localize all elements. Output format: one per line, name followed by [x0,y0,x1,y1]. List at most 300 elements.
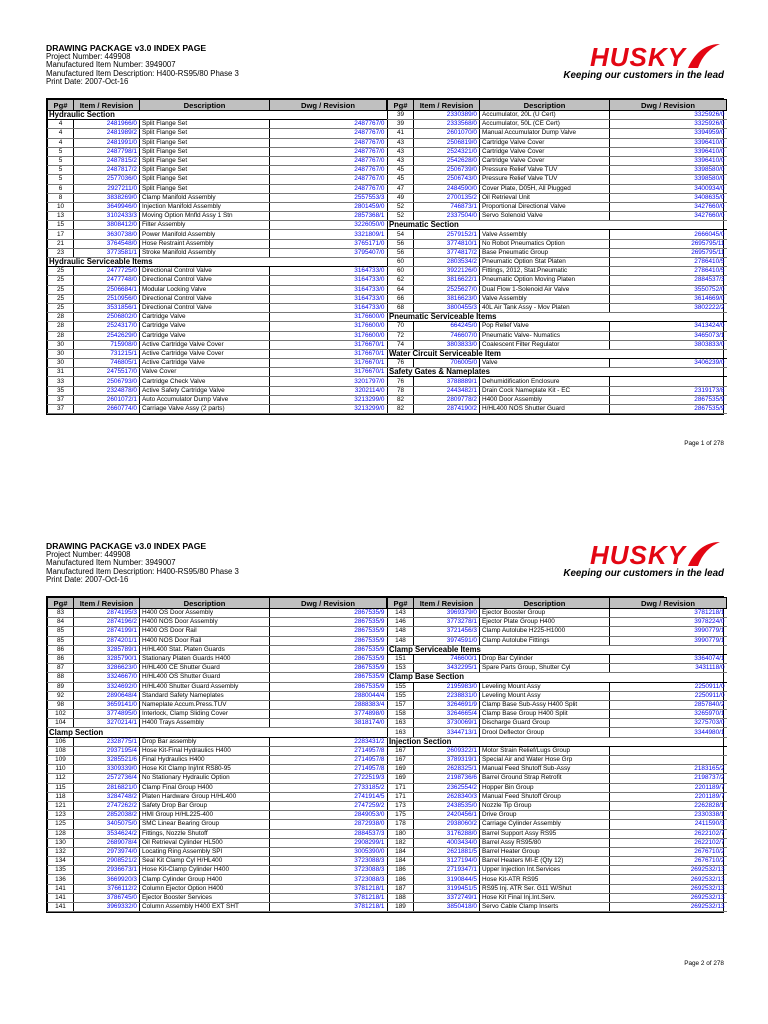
table-row [388,120,727,129]
drawing-revision-link[interactable]: 3325926/0 [610,111,727,120]
item-revision-link[interactable]: 2328775/1 [74,737,140,746]
drawing-revision-link[interactable]: 3465073/1 [610,331,727,340]
drawing-revision-link[interactable]: 2319173/8 [610,386,727,395]
drawing-revision-link[interactable]: 3201797/0 [270,377,387,386]
item-revision-link[interactable]: 2330389/0 [414,111,480,120]
description-cell: Stationary Platen Guards H400 [140,654,270,663]
item-revision-link[interactable]: 2324878/0 [74,386,140,395]
item-revision-link[interactable]: 3800455/3 [414,303,480,312]
item-revision-link[interactable]: 2477748/0 [74,276,140,285]
item-revision-link[interactable]: 3264691/9 [414,700,480,709]
drawing-revision-link[interactable]: 3321809/1 [270,230,387,239]
item-revision-link[interactable]: 2936673/1 [74,866,140,875]
drawing-revision-link[interactable]: 3176600/0 [270,322,387,331]
drawing-revision-link[interactable]: 2692532/13 [610,903,727,912]
drawing-revision-link[interactable]: 3803833/0 [610,340,727,349]
item-revision-link[interactable]: 2874190/2 [414,405,480,414]
item-revision-link[interactable]: 2487817/2 [74,166,140,175]
logo-tagline: Keeping our customers in the lead [563,568,724,579]
item-revision-link[interactable]: 2890648/4 [74,691,140,700]
drawing-revision-link[interactable]: 3396410/0 [610,138,727,147]
drawing-revision-link[interactable]: 3226050/0 [270,221,387,230]
drawing-revision-link[interactable]: 3164733/0 [270,303,387,312]
drawing-revision-link[interactable]: 2867535/9 [270,636,387,645]
item-revision-link[interactable]: 3127194/0 [414,857,480,866]
table-row [388,202,727,211]
item-revision-link[interactable]: 2874201/1 [74,636,140,645]
description-cell: H/HL400 CE Shutter Guard [140,664,270,673]
item-revision-link[interactable]: 3432295/1 [414,664,480,673]
item-revision-link[interactable]: 2198736/6 [414,774,480,783]
item-revision-link[interactable]: 3788889/1 [414,377,480,386]
drawing-revision-link[interactable]: 2867535/9 [270,627,387,636]
item-revision-link[interactable]: 3816623/0 [414,294,480,303]
table-row [388,875,727,884]
drawing-revision-link[interactable]: 2487767/0 [270,175,387,184]
drawing-revision-link[interactable]: 2487767/0 [270,147,387,156]
item-revision-link[interactable]: 3766112/2 [74,884,140,893]
item-revision-link[interactable]: 2337504/0 [414,212,480,221]
drawing-revision-link[interactable]: 2201189/7 [610,783,727,792]
item-revision-link[interactable]: 2481966/0 [74,120,140,129]
drawing-revision-link[interactable]: 2676710/2 [610,857,727,866]
item-revision-link[interactable]: 3808412/0 [74,221,140,230]
item-revision-link[interactable]: 4003434/0 [414,838,480,847]
item-revision-link[interactable]: 2542629/0 [74,331,140,340]
item-revision-link[interactable]: 3264665/4 [414,710,480,719]
drawing-revision-link[interactable]: 3005390/0 [270,847,387,856]
item-revision-link[interactable]: 3969332/0 [74,903,140,912]
item-revision-link[interactable]: 706005/0 [414,359,480,368]
item-revision-link[interactable]: 2719347/1 [414,866,480,875]
drawing-revision-link[interactable]: 3723088/3 [270,875,387,884]
description-cell: Split Flange Set [140,138,270,147]
drawing-revision-link[interactable]: 2867535/9 [270,673,387,682]
description-cell: Valve Cover [140,368,270,377]
drawing-revision-link[interactable]: 2849053/0 [270,811,387,820]
description-cell: H400 Door Assembly [480,395,610,404]
drawing-revision-link[interactable]: 3164733/0 [270,276,387,285]
item-revision-link[interactable]: 2908521/2 [74,857,140,866]
item-revision-link[interactable]: 2524321/0 [414,147,480,156]
drawing-revision-link[interactable]: 2747259/2 [270,801,387,810]
drawing-revision-link[interactable]: 2857840/2 [610,700,727,709]
drawing-revision-link[interactable]: 2622102/7 [610,829,727,838]
item-revision-link[interactable]: 2601072/1 [74,395,140,404]
drawing-revision-link[interactable]: 3176600/0 [270,331,387,340]
drawing-revision-link[interactable]: 3990779/1 [610,627,727,636]
drawing-revision-link[interactable]: 2692532/13 [610,875,727,884]
drawing-revision-link[interactable]: 3176600/0 [270,313,387,322]
description-cell: Clamp Manifold Assembly [140,193,270,202]
drawing-revision-link[interactable]: 3164733/0 [270,285,387,294]
drawing-revision-link[interactable]: 2867535/9 [610,395,727,404]
drawing-revision-link[interactable]: 2884537/3 [270,829,387,838]
drawing-revision-link[interactable]: 3427660/0 [610,202,727,211]
drawing-revision-link[interactable]: 2880044/4 [270,691,387,700]
drawing-revision-link[interactable]: 3408635/0 [610,193,727,202]
item-revision-link[interactable]: 2621881/5 [414,847,480,856]
description-cell: Cartridge Check Valve [140,377,270,386]
drawing-revision-link[interactable]: 3765171/0 [270,239,387,248]
item-revision-link[interactable]: 2238831/0 [414,691,480,700]
drawing-revision-link[interactable]: 3394959/0 [610,129,727,138]
item-header: Item / Revision [414,100,480,111]
drawing-revision-link[interactable]: 2250911/0 [610,682,727,691]
drawing-revision-link[interactable]: 3781218/1 [270,903,387,912]
item-revision-link[interactable]: 2803534/2 [414,258,480,267]
drawing-revision-link[interactable] [610,746,727,755]
table-row [48,349,387,358]
item-revision-link[interactable]: 746607/0 [414,331,480,340]
item-revision-link[interactable]: 3285789/1 [74,645,140,654]
table-row [48,627,387,636]
page-number-cell: 30 [48,359,74,368]
table-row [48,893,387,902]
item-revision-link[interactable]: 3850418/0 [414,903,480,912]
item-revision-link[interactable]: 3974591/0 [414,636,480,645]
item-revision-link[interactable]: 2506739/0 [414,166,480,175]
item-revision-link[interactable]: 2506793/0 [74,377,140,386]
drawing-revision-link[interactable]: 2867535/9 [270,682,387,691]
drawing-revision-link[interactable]: 2722519/3 [270,774,387,783]
item-revision-link[interactable]: 3789319/1 [414,756,480,765]
item-revision-link[interactable]: 2506743/0 [414,175,480,184]
table-row [388,783,727,792]
drawing-revision-link[interactable]: 3406239/0 [610,359,727,368]
drawing-revision-link[interactable]: 3396410/0 [610,156,727,165]
drawing-revision-link[interactable]: 2692532/13 [610,893,727,902]
item-revision-link[interactable]: 3199451/5 [414,884,480,893]
item-revision-link[interactable]: 2420456/1 [414,811,480,820]
description-cell: Drool Deflector Group [480,728,610,737]
page-header [46,44,724,98]
drawing-revision-link[interactable]: 2908299/1 [270,838,387,847]
item-revision-link[interactable]: 2973974/0 [74,847,140,856]
item-revision-link[interactable]: 3324692/0 [74,682,140,691]
item-revision-link[interactable]: 3190844/5 [414,875,480,884]
drawing-revision-link[interactable]: 2198737/2 [610,774,727,783]
item-revision-link[interactable]: 3534624/2 [74,829,140,838]
item-revision-link[interactable]: 2506802/0 [74,313,140,322]
item-revision-link[interactable]: 3721456/3 [414,627,480,636]
item-revision-link[interactable]: 2628340/3 [414,792,480,801]
item-revision-link[interactable]: 3659141/0 [74,700,140,709]
drawing-revision-link[interactable]: 3550752/0 [610,285,727,294]
page-number-cell: 88 [48,673,74,682]
drawing-revision-link[interactable]: 3344980/1 [610,728,727,737]
drawing-revision-link[interactable]: 2666045/0 [610,230,727,239]
drawing-revision-link[interactable]: 2867535/9 [270,664,387,673]
item-revision-link[interactable]: 2852038/2 [74,811,140,820]
item-revision-link[interactable]: 3969379/0 [414,609,480,618]
item-revision-link[interactable]: 2700135/2 [414,193,480,202]
item-revision-link[interactable]: 2874199/1 [74,627,140,636]
drawing-revision-link[interactable]: 2741914/5 [270,792,387,801]
drawing-revision-link[interactable]: 2283431/2 [270,737,387,746]
item-revision-link[interactable]: 2487798/1 [74,147,140,156]
item-revision-link[interactable]: 2477725/0 [74,267,140,276]
item-revision-link[interactable]: 3309339/0 [74,765,140,774]
description-cell: Leveling Mount Assy [480,682,610,691]
description-cell: No Robot Pneumatics Option [480,239,610,248]
item-revision-link[interactable]: 2510956/0 [74,294,140,303]
drawing-revision-link[interactable]: 3396410/0 [610,147,727,156]
table-row [388,175,727,184]
drawing-revision-link[interactable]: 3265970/1 [610,710,727,719]
drawing-revision-link[interactable] [610,377,727,386]
drawing-revision-link[interactable]: 3213299/0 [270,405,387,414]
drawing-revision-link[interactable]: 2676710/2 [610,847,727,856]
item-revision-link[interactable]: 3838269/0 [74,193,140,202]
description-cell: Cartridge Valve [140,331,270,340]
item-revision-link[interactable]: 2481991/0 [74,138,140,147]
drawing-revision-link[interactable]: 3614669/0 [610,294,727,303]
item-revision-link[interactable]: 2524317/0 [74,322,140,331]
page-number-cell: 125 [48,820,74,829]
drawing-revision-link[interactable]: 3213299/0 [270,395,387,404]
item-revision-link[interactable]: 3730069/1 [414,719,480,728]
item-revision-link[interactable]: 2333568/0 [414,120,480,129]
drawing-revision-link[interactable]: 3164733/0 [270,267,387,276]
item-number: Manufactured Item Number: 3949007 [46,558,176,568]
drawing-revision-link[interactable]: 2411590/3 [610,820,727,829]
table-row [48,756,387,765]
table-row [48,340,387,349]
drawing-revision-link[interactable]: 3781218/1 [270,884,387,893]
drawing-revision-link[interactable]: 2714957/8 [270,746,387,755]
description-cell: Proportional Directional Valve [480,202,610,211]
drawing-revision-link[interactable]: 2714957/8 [270,756,387,765]
drawing-revision-link[interactable]: 3723088/3 [270,857,387,866]
description-cell: Leveling Mount Assy [480,691,610,700]
drawing-revision-link[interactable]: 2183165/2 [610,765,727,774]
drawing-revision-link[interactable]: 2867535/9 [270,609,387,618]
drawing-revision-link[interactable]: 2888383/4 [270,700,387,709]
description-cell: Barrel Assy RS95/80 [480,838,610,847]
drawing-revision-link[interactable]: 3413424/0 [610,322,727,331]
print-date: Print Date: 2007-Oct-16 [46,77,129,87]
item-revision-link[interactable]: 3285521/6 [74,756,140,765]
drawing-revision-link[interactable]: 2330338/1 [610,811,727,820]
drawing-revision-link[interactable]: 2786410/5 [610,258,727,267]
description-cell: H/HL400 Stat. Platen Guards [140,645,270,654]
page-number-cell: 43 [388,147,414,156]
drawing-revision-link[interactable]: 3781218/1 [610,609,727,618]
item-revision-link[interactable]: 2506819/0 [414,138,480,147]
drawing-revision-link[interactable]: 2487767/0 [270,129,387,138]
description-cell: H/HL400 OS Shutter Guard [140,673,270,682]
item-revision-link[interactable]: 2475517/0 [74,368,140,377]
item-revision-link[interactable]: 3773278/1 [414,618,480,627]
table-row [48,202,387,211]
drawing-revision-link[interactable]: 2692532/13 [610,884,727,893]
index-table [387,597,727,912]
item-revision-link[interactable]: 3922126/0 [414,267,480,276]
item-revision-link[interactable]: 3774810/1 [414,239,480,248]
item-revision-link[interactable]: 2542628/0 [414,156,480,165]
drawing-revision-link[interactable]: 2801459/0 [270,202,387,211]
item-revision-link[interactable]: 3803833/0 [414,340,480,349]
item-revision-link[interactable]: 3649946/0 [74,202,140,211]
table-row [388,166,727,175]
item-revision-link[interactable]: 2579152/1 [414,230,480,239]
item-revision-link[interactable]: 2572736/4 [74,774,140,783]
item-revision-link[interactable]: 3102433/3 [74,212,140,221]
table-row [388,193,727,202]
drawing-revision-link[interactable]: 3723088/3 [270,866,387,875]
item-revision-link[interactable]: 3324667/0 [74,673,140,682]
item-revision-link[interactable]: 2689078/4 [74,838,140,847]
drawing-revision-link[interactable]: 3176670/1 [270,349,387,358]
item-revision-link[interactable]: 3284748/2 [74,792,140,801]
drawing-revision-link[interactable]: 2733185/2 [270,783,387,792]
item-revision-link[interactable]: 3176288/0 [414,829,480,838]
item-revision-link[interactable]: 3405075/0 [74,820,140,829]
drawing-revision-link[interactable]: 2487767/0 [270,138,387,147]
page-number-cell: 136 [48,875,74,884]
drawing-revision-link[interactable]: 3398580/0 [610,175,727,184]
drawing-revision-link[interactable]: 3400934/0 [610,184,727,193]
item-revision-link[interactable]: 2443482/1 [414,386,480,395]
drawing-revision-link[interactable]: 2786410/5 [610,267,727,276]
item-revision-link[interactable]: 2628325/1 [414,765,480,774]
item-revision-link[interactable]: 2484590/0 [414,184,480,193]
item-revision-link[interactable]: 664245/0 [414,322,480,331]
drawing-revision-link[interactable]: 3164733/0 [270,294,387,303]
drawing-revision-link[interactable]: 3978224/0 [610,618,727,627]
dwg-header: Dwg / Revision [610,100,727,111]
table-row [48,156,387,165]
drawing-revision-link[interactable]: 2487767/0 [270,184,387,193]
drawing-revision-link[interactable]: 2487767/0 [270,166,387,175]
table-row [48,230,387,239]
page-number-cell: 135 [48,866,74,875]
page-number-cell: 167 [388,756,414,765]
section-title: Pneumatic Section [388,221,727,230]
drawing-revision-link[interactable]: 2857368/1 [270,212,387,221]
drawing-revision-link[interactable]: 3990779/1 [610,636,727,645]
item-revision-link[interactable]: 3285790/1 [74,654,140,663]
drawing-revision-link[interactable]: 3818174/0 [270,719,387,728]
item-revision-link[interactable]: 2938060/2 [414,820,480,829]
drawing-revision-link[interactable]: 2867535/9 [610,405,727,414]
item-revision-link[interactable]: 3344713/1 [414,728,480,737]
item-revision-link[interactable]: 3372749/1 [414,893,480,902]
item-revision-link[interactable]: 2362554/2 [414,783,480,792]
item-revision-link[interactable]: 3774895/0 [74,710,140,719]
description-cell: H400 Trays Assembly [140,719,270,728]
item-revision-link[interactable]: 3669920/3 [74,875,140,884]
drawing-revision-link[interactable]: 2692532/13 [610,866,727,875]
description-cell: Final Hydraulics H400 [140,756,270,765]
page-number-cell: 56 [388,248,414,257]
drawing-revision-link[interactable]: 3781218/1 [270,893,387,902]
drawing-revision-link[interactable]: 2867535/9 [270,618,387,627]
item-revision-link[interactable]: 2937195/4 [74,746,140,755]
item-revision-link[interactable]: 3764548/0 [74,239,140,248]
drawing-revision-link[interactable]: 3802222/2 [610,303,727,312]
drawing-revision-link[interactable]: 3176670/1 [270,340,387,349]
item-revision-link[interactable]: 3786745/0 [74,893,140,902]
item-revision-link[interactable]: 715908/0 [74,340,140,349]
item-revision-link[interactable]: 2195983/0 [414,682,480,691]
drawing-revision-link[interactable] [610,756,727,765]
item-revision-link[interactable]: 2577036/0 [74,175,140,184]
item-revision-link[interactable]: 2609322/1 [414,746,480,755]
table-row [388,184,727,193]
drawing-revision-link[interactable]: 2884537/3 [610,276,727,285]
item-revision-link[interactable]: 2481989/2 [74,129,140,138]
item-revision-link[interactable]: 731215/1 [74,349,140,358]
drawing-revision-link[interactable]: 3176670/1 [270,368,387,377]
item-revision-link[interactable]: 2927211/0 [74,184,140,193]
item-revision-link[interactable]: 3286623/0 [74,664,140,673]
drawing-revision-link[interactable]: 3398580/0 [610,166,727,175]
table-row [48,700,387,709]
drawing-revision-link[interactable]: 3176670/1 [270,359,387,368]
page-number-cell: 85 [48,636,74,645]
drawing-revision-link[interactable]: 2867535/9 [270,645,387,654]
item-revision-link[interactable]: 3774817/2 [414,248,480,257]
item-revision-link[interactable]: 2874195/3 [74,609,140,618]
item-revision-link[interactable]: 2438535/0 [414,801,480,810]
item-revision-link[interactable]: 3270214/1 [74,719,140,728]
drawing-revision-link[interactable]: 3774898/0 [270,710,387,719]
item-revision-link[interactable]: 746805/1 [74,359,140,368]
item-revision-link[interactable]: 746873/1 [414,202,480,211]
item-revision-link[interactable]: 2816821/0 [74,783,140,792]
drawing-revision-link[interactable]: 3275703/0 [610,719,727,728]
item-revision-link[interactable]: 746600/1 [414,654,480,663]
drawing-revision-link[interactable]: 2714957/8 [270,765,387,774]
item-revision-link[interactable]: 2874196/2 [74,618,140,627]
page-number-cell: 180 [388,829,414,838]
drawing-revision-link[interactable]: 2695795/11 [610,239,727,248]
item-header: Item / Revision [74,100,140,111]
drawing-revision-link[interactable]: 2867535/9 [270,654,387,663]
drawing-revision-link[interactable]: 2622102/7 [610,838,727,847]
drawing-revision-link[interactable]: 3364074/1 [610,654,727,663]
drawing-revision-link[interactable]: 3431118/0 [610,664,727,673]
table-row [388,111,727,120]
drawing-revision-link[interactable]: 3202114/0 [270,386,387,395]
item-revision-link[interactable]: 2601070/0 [414,129,480,138]
drawing-revision-link[interactable]: 2201189/7 [610,792,727,801]
drawing-revision-link[interactable]: 2487767/0 [270,120,387,129]
item-revision-link[interactable]: 3773581/1 [74,248,140,257]
description-cell: Cartridge Valve [140,322,270,331]
drawing-revision-link[interactable]: 2262828/1 [610,801,727,810]
drawing-revision-link[interactable]: 2557553/3 [270,193,387,202]
item-revision-link[interactable]: 2809778/2 [414,395,480,404]
item-revision-link[interactable]: 2525627/0 [414,285,480,294]
item-revision-link[interactable]: 2487815/2 [74,156,140,165]
item-revision-link[interactable]: 2506684/1 [74,285,140,294]
drawing-revision-link[interactable]: 2250911/0 [610,691,727,700]
drawing-revision-link[interactable]: 3795407/0 [270,248,387,257]
drawing-revision-link[interactable]: 2487767/0 [270,156,387,165]
drawing-revision-link[interactable]: 3325926/0 [610,120,727,129]
item-revision-link[interactable]: 3531856/1 [74,303,140,312]
item-revision-link[interactable]: 2660774/0 [74,405,140,414]
item-revision-link[interactable]: 2747262/2 [74,801,140,810]
drawing-revision-link[interactable]: 2872938/0 [270,820,387,829]
item-revision-link[interactable]: 3816622/1 [414,276,480,285]
drawing-revision-link[interactable]: 3427660/0 [610,212,727,221]
drawing-revision-link[interactable]: 2695795/11 [610,248,727,257]
item-revision-link[interactable]: 3630738/0 [74,230,140,239]
